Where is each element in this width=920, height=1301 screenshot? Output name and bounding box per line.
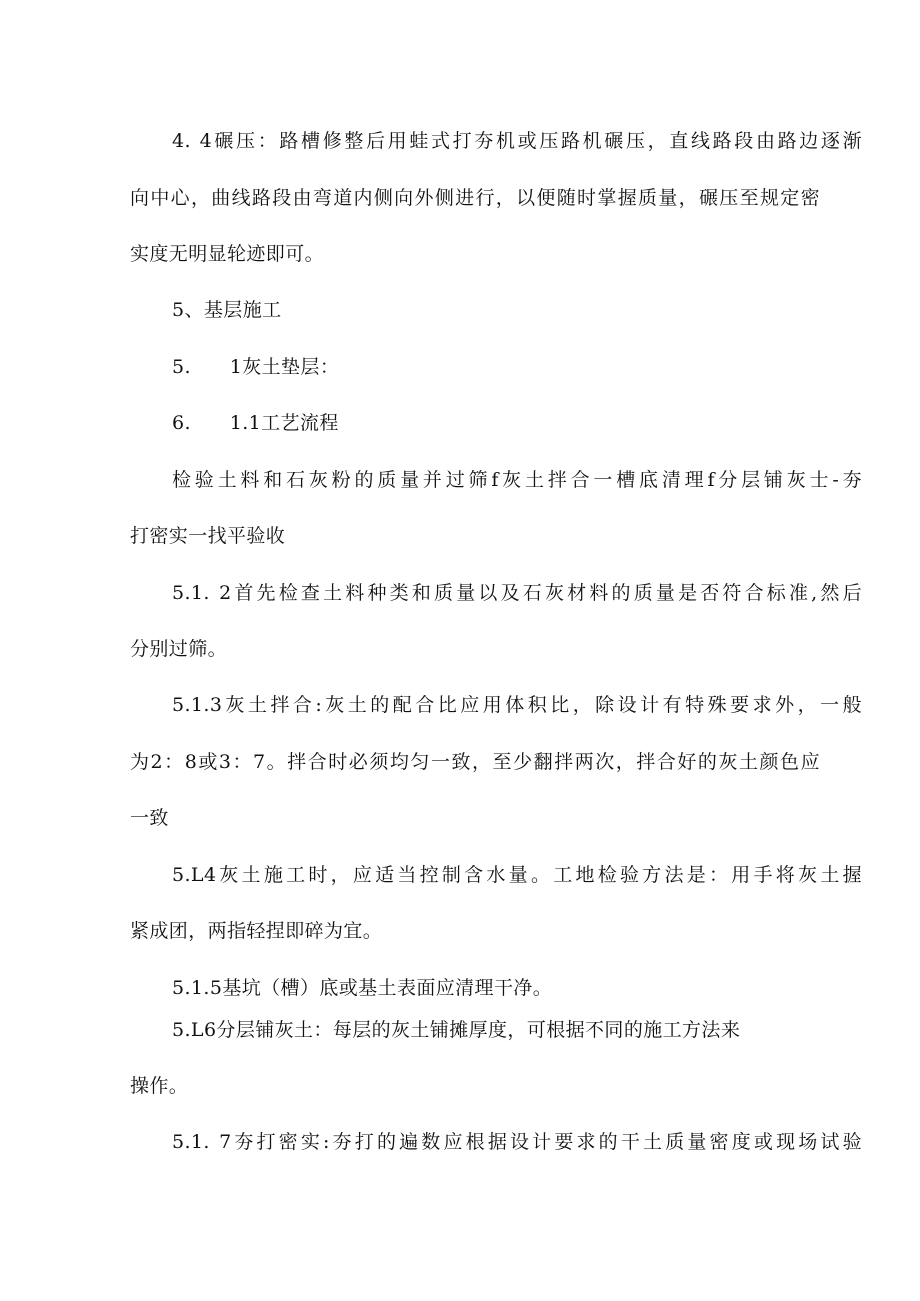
paragraph-5-1-7-line-1: 5.1. 7夯打密实:夯打的遍数应根据设计要求的干土质量密度或现场试验	[172, 1131, 862, 1153]
paragraph-5-1-2-line-1: 5.1. 2首先检查土料种类和质量以及石灰材料的质量是否符合标准,然后	[172, 582, 862, 604]
heading-process-flow: 6. 1.1工艺流程	[172, 412, 339, 434]
paragraph-4-4-line-1: 4. 4碾压：路槽修整后用蛙式打夯机或压路机碾压，直线路段由路边逐渐	[172, 130, 862, 152]
paragraph-5-1-2-line-2: 分别过筛。	[130, 638, 228, 660]
paragraph-5-1-4-line-2: 紧成团，两指轻捏即碎为宜。	[130, 920, 383, 942]
paragraph-5-1-3-line-1: 5.1.3灰土拌合:灰土的配合比应用体积比，除设计有特殊要求外，一般	[172, 694, 862, 716]
paragraph-5-1-3-line-3: 一致	[130, 807, 169, 829]
heading-5-base-construction: 5、基层施工	[172, 299, 282, 321]
paragraph-4-4-line-2: 向中心，曲线路段由弯道内侧向外侧进行，以便随时掌握质量，碾压至规定密	[130, 187, 820, 209]
paragraph-4-4-line-3: 实度无明显轮迹即可。	[130, 243, 325, 265]
process-flow-line-2: 打密实一找平验收	[130, 525, 286, 547]
heading-5-1-lime-soil-cushion: 5. 1灰土垫层：	[172, 356, 340, 378]
paragraph-5-1-3-line-2: 为2：8或3：7。拌合时必须均匀一致，至少翻拌两次，拌合好的灰土颜色应	[130, 751, 820, 773]
paragraph-5-1-5: 5.1.5基坑（槽）底或基土表面应清理干净。	[172, 977, 553, 999]
paragraph-5-1-4-line-1: 5.L4灰土施工时，应适当控制含水量。工地检验方法是：用手将灰土握	[172, 864, 862, 886]
process-flow-line-1: 检验土料和石灰粉的质量并过筛f灰土拌合一槽底清理f分层铺灰士-夯	[172, 469, 862, 491]
paragraph-5-1-6-line-1: 5.L6分层铺灰土：每层的灰土铺摊厚度，可根据不同的施工方法来	[172, 1019, 741, 1041]
paragraph-5-1-6-line-2: 操作。	[130, 1075, 189, 1097]
